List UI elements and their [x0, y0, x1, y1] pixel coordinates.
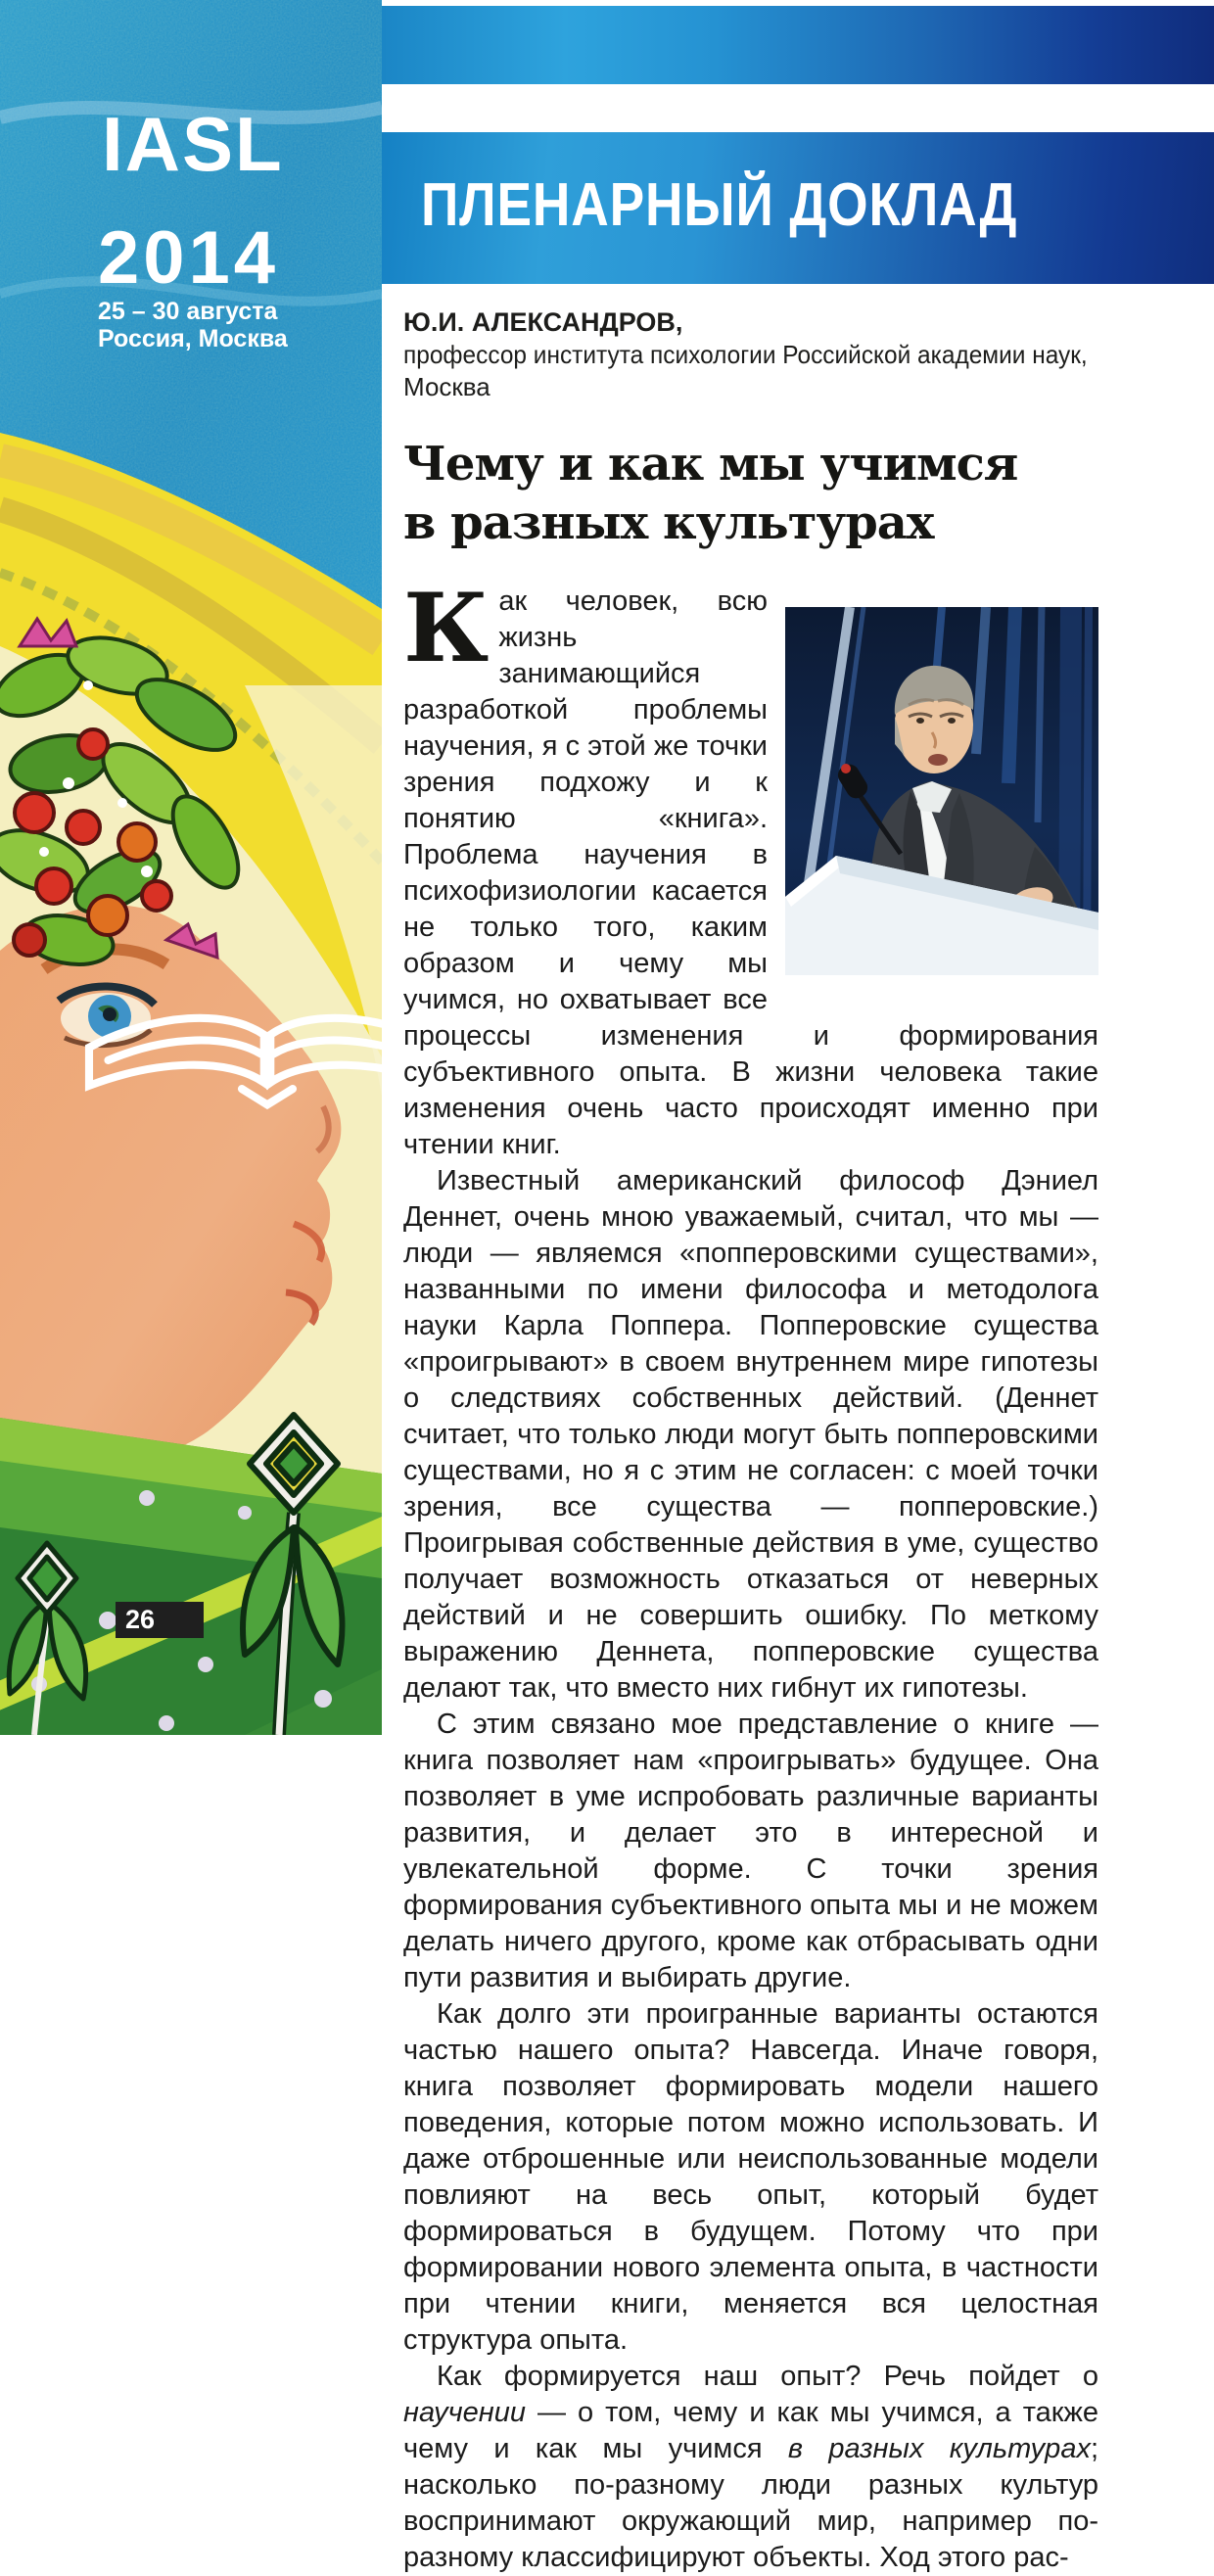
article-paragraph: С этим связано мое представление о книге — книга позволяет нам «проигрывать» будущее. Она позволяет в уме испробовать различные варианты развития, и делает это в интересной и увлекательной форме. С точки зрения формирования субъективного опыта мы и не можем делать ничего другого, кроме как отбрасывать одни пути развития и выбирать другие.	[403, 1709, 1098, 1994]
page-content	[382, 0, 1214, 2574]
author-name: Ю.И. АЛЕКСАНДРОВ,	[403, 307, 683, 337]
article-paragraph: Известный американский философ Дэниел Деннет, очень мною уважаемый, считал, что мы — люди — являемся «попперовскими существами», названными по имени философа и методолога науки Карла Поппера. Попперовские существа «проигрывают» в своем внутреннем мире гипотезы о следствиях собственных действий. (Деннет считает, что только люди могут быть попперовскими существами, но я с этим не согласен: с моей точки зрения, все существа — попперовские.) Проигрывая собственные действия в уме, существо получает возможность отказаться от неверных действий и не совершить ошибку. По меткому выражению Деннета, попперовские существа делают так, что вместо них гибнут их гипотезы.	[403, 1165, 1098, 1705]
logo-location: Россия, Москва	[98, 325, 288, 352]
article-title	[403, 435, 1098, 552]
drop-cap: К	[403, 573, 490, 684]
speaker-photo-image	[785, 607, 1098, 975]
article-title-line2: в разных культурах	[403, 495, 934, 550]
logo-dates: 25 – 30 августа	[98, 298, 278, 325]
top-accent-strip	[382, 6, 1214, 84]
author-block	[403, 305, 1098, 403]
cover-artwork	[0, 0, 382, 1735]
article-paragraph: Как долго эти проигранные варианты остаются частью нашего опыта? Навсегда. Иначе говоря, книга позволяет формировать модели нашего поведения, которые потом можно использовать. И даже отброшенные или неиспользованные модели повлияют на весь опыт, который будет формироваться в будущем. Потому что при формировании нового элемента опыта, в частности при чтении книги, меняется вся целостная структура опыта.	[403, 1998, 1098, 2357]
open-book-icon	[76, 188, 382, 1735]
speaker-photo	[785, 607, 1098, 975]
section-header-band	[382, 132, 1214, 284]
section-kicker: ПЛЕНАРНЫЙ ДОКЛАД	[421, 171, 1018, 239]
logo-year: 2014	[98, 216, 280, 300]
logo-acronym: IASL	[102, 101, 284, 187]
article-paragraph: Как человек, всю жизнь занимающийся разработкой проблемы научения, я с этой же точки зрения подхожу и к понятию «книга». Проблема научения в психофизиологии касается не только того, каким образом и чему мы учимся, но охватывает все процессы изменения и формирования субъективного опыта. В жизни человека такие изменения очень часто происходят именно при чтении книг.	[403, 573, 1098, 1161]
article-body	[403, 573, 1099, 2576]
article	[403, 305, 1098, 2576]
article-paragraph: Как формируется наш опыт? Речь пойдет о научении — о том, чему и как мы учимся, а также чему и как мы учимся в разных культурах; насколько по-разному люди разных культур воспринимают окружающий мир, например по-разному классифицируют объекты. Ход этого рас-	[403, 2361, 1099, 2574]
author-affiliation: профессор института психологии Российской академии наук,	[403, 340, 1088, 369]
page-number-badge: 26	[116, 1602, 204, 1638]
article-title-line1: Чему и как мы учимся	[403, 437, 1018, 492]
author-city: Москва	[403, 372, 490, 401]
